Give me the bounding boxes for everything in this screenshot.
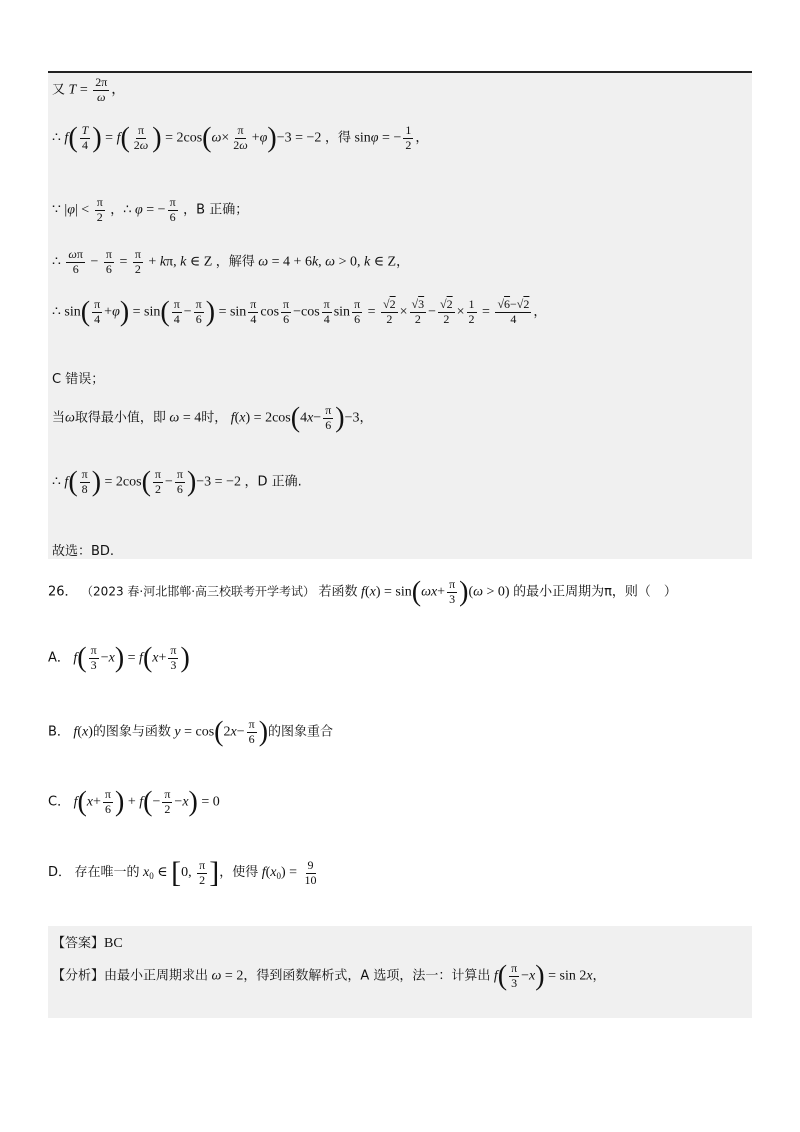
option-label: C． [48,794,71,810]
solution-text: ，B 正确； [183,202,249,218]
solution-line-min-omega: 当ω取得最小值，即 ω = 4时， f(x) = 2cos(4x− $\frac{\pi}{6}$ )−3， [52,402,373,434]
solution-text: ，得 [324,130,351,146]
question-text: 若函数 [318,584,358,600]
answer-value: BC [104,936,123,951]
because-symbol: ∵ [52,202,61,218]
analysis-line: 【分析】由最小正周期求出 ω = 2，得到函数解析式，A 选项，法一：计算出 f( $\frac{\pi}{3}$ −x) = sin 2x， [52,960,606,992]
solution-text: ， [396,254,410,270]
solution-c-wrong: C 错误； [52,372,105,387]
analysis-label: 【分析】 [52,968,105,984]
question-stem: 26． （2023 春·河北邯郸·高三校联考开学考试） 若函数 f(x) = sin(ωx+ $\frac{\pi}{3}$ )(ω > 0) 的最小正周期为π，则（ ） [48,576,677,608]
option-text: 的图象重合 [268,724,334,740]
option-text: 的图象与函数 [92,724,171,740]
option-label: D． [48,865,72,881]
answer-line [52,932,123,952]
solution-text: ，D 正确. [244,474,302,490]
solution-line-phi: ∵ |φ| < $\frac{\pi}{2}$ ，∴ φ = − $\frac{\pi}{6}$ ，B 正确； [52,195,249,224]
solution-choice: 故选：BD. [52,544,115,559]
analysis-text: ， [592,968,606,984]
solution-text: 时， [201,410,228,426]
therefore-symbol: ∴ [52,304,61,320]
solution-text: ， [533,304,547,320]
solution-line-omega: ∴ $\frac{\omega\pi}{6}$ − $\frac{\pi}{6}$ = $\frac{\pi}{2}$ + kπ, k ∈ Z ，解得 ω = 4 + 6k, ω > 0, k ∈ Z， [52,247,410,276]
answer-label: 【答案】 [52,936,105,951]
solution-text: ，解得 [215,254,255,270]
fraction: $\frac{2\pi}{\omega}$ [95,75,108,104]
option-c: C． f(x+ $\frac{\pi}{6}$ ) + f(− $\frac{\pi}{2}$ −x) = 0 [48,786,220,818]
solution-text: 又 [52,82,66,98]
solution-text: 当 [52,410,66,426]
therefore-symbol: ∴ [52,254,61,270]
solution-text: ， [359,410,373,426]
option-text: ，使得 [219,865,259,881]
therefore-symbol: ∴ [52,130,61,146]
analysis-text: ，得到函数解析式，A 选项，法一：计算出 [243,968,491,984]
solution-text: ，∴ [110,202,132,218]
option-a: A． f( $\frac{\pi}{3}$ −x) = f(x+ $\frac{\pi}{3}$ ) [48,642,190,674]
solution-line-period: 又 T = $\frac{2\pi}{\omega}$ ， [52,75,126,104]
solution-line-f-quarter-period: ∴ f( $\frac{T}{4}$ ) = f( $\frac{\pi}{2\omega}$ ) = 2cos(ω× $\frac{\pi}{2\omega}$ +φ)−3 = −2 ，得 sinφ = − $\frac{1}{2}$ ， [52,122,429,154]
formula: T [68,82,77,98]
solution-line-f-pi-8: ∴ f( $\frac{\pi}{8}$ ) = 2cos( $\frac{\pi}{2}$ − $\frac{\pi}{6}$ )−3 = −2 ，D 正确. [52,466,302,498]
option-b: B． f(x)的图象与函数 y = cos(2x− $\frac{\pi}{6}$ )的图象重合 [48,716,334,748]
option-label: B． [48,724,70,740]
analysis-text: 由最小正周期求出 [104,968,209,984]
option-label: A． [48,650,70,666]
option-d: D． 存在唯一的 $x_0$ ∈ [0, $\frac{\pi}{2}$ ]，使得 $f(x_0)$ = $\frac{9}{10}$ [48,856,317,889]
solution-line-sin-value: ∴ sin( $\frac{\pi}{4}$ +φ) = sin( $\frac{\pi}{4}$ − $\frac{\pi}{6}$ ) = sin $\frac{\pi}{4}$ cos $\frac{\pi}{6}$ −cos $\frac{\pi}{4}$ sin $\frac{\pi}{6}$ = $\frac{√2}{2}$ × $\frac{√3}{2}$ − $\frac{√2}{2}$ × $\frac{1}{2}$ = $\frac{√6-√2}{4}$ ， [52,296,547,328]
therefore-symbol: ∴ [52,474,61,490]
question-text: 的最小正周期为π，则（ ） [513,584,677,600]
question-number: 26． [48,584,78,600]
solution-text: ， [415,130,429,146]
question-source: （2023 春·河北邯郸·高三校联考开学考试） [81,584,316,599]
solution-text: 取得最小值，即 [74,410,166,426]
option-text: 存在唯一的 [74,865,140,881]
